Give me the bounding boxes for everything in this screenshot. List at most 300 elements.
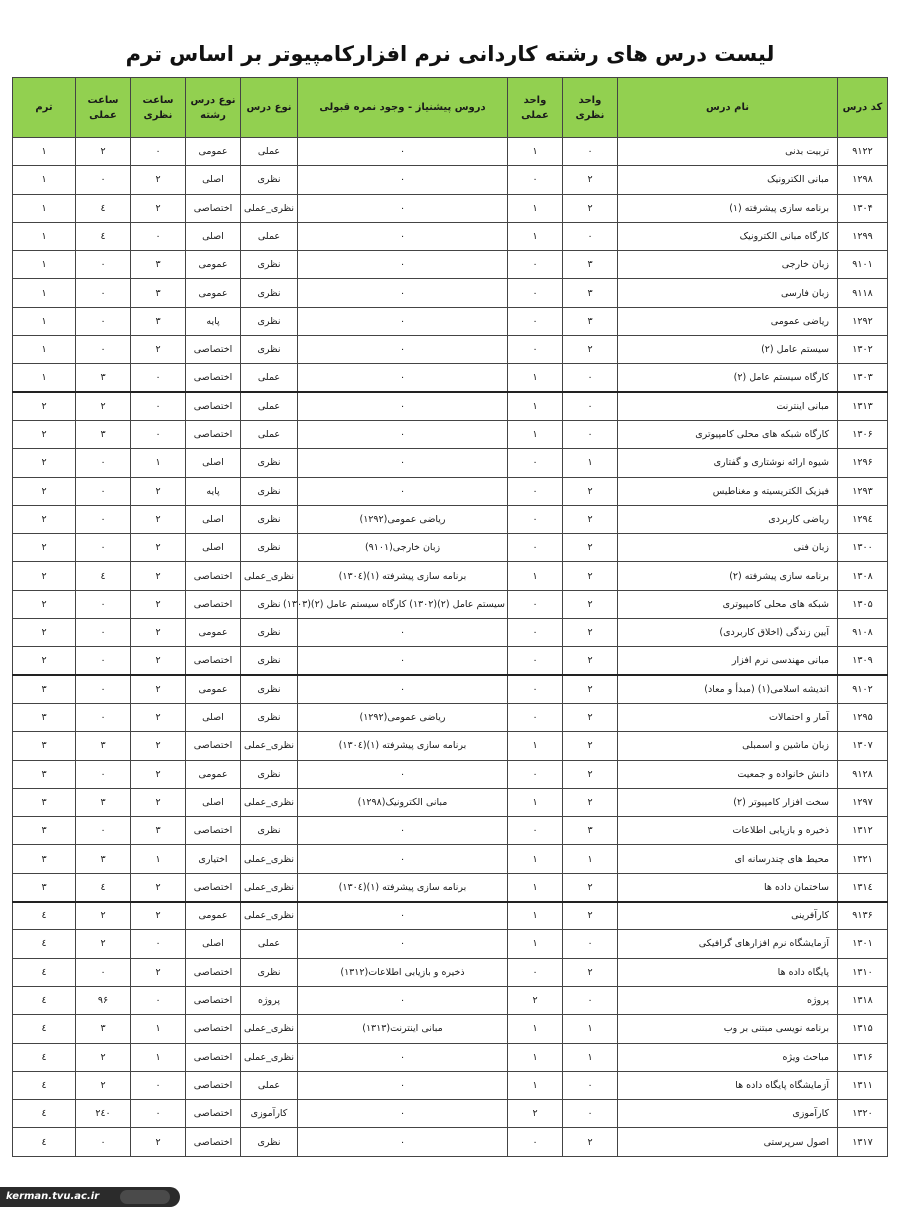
cell-course-name: مبانی اینترنت — [618, 392, 838, 420]
cell-theory-hours: ۲ — [131, 958, 186, 986]
cell-theory-units: ۰ — [563, 986, 618, 1014]
cell-field-type: اختیاری — [186, 845, 241, 873]
cell-semester: ٤ — [13, 958, 76, 986]
cell-practical-hours: ۰ — [76, 534, 131, 562]
cell-prerequisites: ۰ — [298, 986, 508, 1014]
cell-field-type: اصلی — [186, 449, 241, 477]
cell-field-type: عمومی — [186, 675, 241, 703]
cell-prerequisites: ۰ — [298, 307, 508, 335]
cell-practical-units: ۱ — [508, 562, 563, 590]
cell-theory-units: ۲ — [563, 534, 618, 562]
cell-course-type: نظری — [241, 166, 298, 194]
table-row — [13, 251, 888, 279]
cell-field-type: اختصاصی — [186, 817, 241, 845]
footer-site-link[interactable]: kerman.tvu.ac.ir — [6, 1191, 100, 1202]
cell-course-name: مبانی الکترونیک — [618, 166, 838, 194]
cell-course-type: نظری — [241, 619, 298, 647]
cell-course-type: نظری — [241, 590, 298, 618]
cell-prerequisites: برنامه سازی پیشرفته (۱)(۱۳۰٤) — [298, 732, 508, 760]
cell-course-name: سخت افزار کامپیوتر (۲) — [618, 788, 838, 816]
cell-practical-hours: ۰ — [76, 817, 131, 845]
cell-course-code: ۱۲۹۳ — [838, 477, 888, 505]
cell-practical-hours: ٤ — [76, 194, 131, 222]
cell-course-type: عملی — [241, 392, 298, 420]
cell-theory-units: ۲ — [563, 336, 618, 364]
cell-practical-hours: ۰ — [76, 619, 131, 647]
cell-course-name: کارگاه شبکه های محلی کامپیوتری — [618, 420, 838, 448]
column-header-course-code: کد درس — [838, 78, 888, 138]
cell-theory-hours: ۰ — [131, 930, 186, 958]
cell-theory-hours: ۱ — [131, 1015, 186, 1043]
cell-practical-hours: ۲ — [76, 1043, 131, 1071]
cell-practical-hours: ۰ — [76, 958, 131, 986]
cell-theory-units: ۰ — [563, 420, 618, 448]
table-row — [13, 788, 888, 816]
cell-course-type: عملی — [241, 138, 298, 166]
cell-prerequisites: ۰ — [298, 647, 508, 675]
cell-course-type: عملی — [241, 222, 298, 250]
cell-field-type: اختصاصی — [186, 336, 241, 364]
cell-field-type: اختصاصی — [186, 364, 241, 392]
cell-prerequisites: ۰ — [298, 675, 508, 703]
cell-prerequisites: ۰ — [298, 449, 508, 477]
cell-course-code: ۱۳۰۴ — [838, 194, 888, 222]
cell-course-name: شبکه های محلی کامپیوتری — [618, 590, 838, 618]
cell-semester: ۲ — [13, 619, 76, 647]
cell-semester: ۲ — [13, 534, 76, 562]
cell-field-type: اختصاصی — [186, 986, 241, 1014]
cell-prerequisites: ۰ — [298, 845, 508, 873]
cell-field-type: اختصاصی — [186, 1071, 241, 1099]
table-row — [13, 930, 888, 958]
cell-practical-units: ۱ — [508, 1015, 563, 1043]
cell-course-code: ۱۳۰۶ — [838, 420, 888, 448]
cell-practical-units: ۰ — [508, 590, 563, 618]
cell-practical-hours: ۳ — [76, 364, 131, 392]
cell-practical-hours: ۲ — [76, 1071, 131, 1099]
cell-course-type: نظری_عملی — [241, 562, 298, 590]
cell-course-type: نظری — [241, 307, 298, 335]
cell-field-type: اختصاصی — [186, 392, 241, 420]
cell-theory-units: ۳ — [563, 279, 618, 307]
cell-course-type: نظری — [241, 647, 298, 675]
cell-theory-hours: ۰ — [131, 138, 186, 166]
cell-prerequisites: ۰ — [298, 1043, 508, 1071]
column-header-theory-hours: ساعت نظری — [131, 78, 186, 138]
cell-theory-hours: ۲ — [131, 703, 186, 731]
cell-course-code: ۱۲۹۶ — [838, 449, 888, 477]
cell-field-type: اختصاصی — [186, 873, 241, 901]
cell-semester: ۳ — [13, 845, 76, 873]
cell-practical-units: ۰ — [508, 534, 563, 562]
cell-prerequisites: ۰ — [298, 1071, 508, 1099]
cell-course-name: برنامه سازی پیشرفته (۱) — [618, 194, 838, 222]
cell-course-name: برنامه سازی پیشرفته (۲) — [618, 562, 838, 590]
cell-practical-hours: ۰ — [76, 1128, 131, 1156]
cell-practical-units: ۱ — [508, 873, 563, 901]
cell-theory-hours: ۲ — [131, 477, 186, 505]
column-header-course-name: نام درس — [618, 78, 838, 138]
cell-course-code: ۱۲۹۵ — [838, 703, 888, 731]
cell-course-type: نظری — [241, 760, 298, 788]
cell-prerequisites: ۰ — [298, 619, 508, 647]
cell-practical-units: ۱ — [508, 364, 563, 392]
cell-field-type: اختصاصی — [186, 647, 241, 675]
cell-prerequisites: ۰ — [298, 420, 508, 448]
cell-practical-hours: ۳ — [76, 788, 131, 816]
cell-practical-units: ۰ — [508, 505, 563, 533]
cell-practical-units: ۰ — [508, 703, 563, 731]
table-row — [13, 1043, 888, 1071]
cell-practical-units: ۱ — [508, 194, 563, 222]
cell-theory-units: ۰ — [563, 1100, 618, 1128]
cell-theory-units: ۰ — [563, 138, 618, 166]
cell-theory-hours: ۲ — [131, 194, 186, 222]
cell-course-name: تربیت بدنی — [618, 138, 838, 166]
cell-course-code: ۱۳۲۱ — [838, 845, 888, 873]
cell-practical-units: ۰ — [508, 647, 563, 675]
cell-theory-hours: ۲ — [131, 505, 186, 533]
cell-practical-units: ۰ — [508, 251, 563, 279]
cell-course-type: نظری — [241, 449, 298, 477]
cell-course-name: سیستم عامل (۲) — [618, 336, 838, 364]
cell-prerequisites: برنامه سازی پیشرفته (۱)(۱۳۰٤) — [298, 562, 508, 590]
table-row — [13, 703, 888, 731]
cell-course-type: عملی — [241, 930, 298, 958]
cell-course-code: ۱۳۱۲ — [838, 817, 888, 845]
cell-course-code: ۱۳۱۱ — [838, 1071, 888, 1099]
cell-course-name: برنامه نویسی مبتنی بر وب — [618, 1015, 838, 1043]
cell-semester: ۳ — [13, 760, 76, 788]
cell-course-name: ریاضی عمومی — [618, 307, 838, 335]
column-header-field-type: نوع درس رشته — [186, 78, 241, 138]
cell-course-code: ۱۳۲۰ — [838, 1100, 888, 1128]
cell-course-type: نظری — [241, 534, 298, 562]
cell-course-type: عملی — [241, 420, 298, 448]
cell-theory-hours: ۳ — [131, 251, 186, 279]
table-row — [13, 647, 888, 675]
cell-semester: ۳ — [13, 788, 76, 816]
cell-practical-hours: ۰ — [76, 477, 131, 505]
cell-course-code: ۱۳۰۰ — [838, 534, 888, 562]
table-row — [13, 817, 888, 845]
cell-prerequisites: ۰ — [298, 817, 508, 845]
cell-course-name: زبان فنی — [618, 534, 838, 562]
cell-practical-hours: ۰ — [76, 675, 131, 703]
cell-course-code: ۱۳۱۸ — [838, 986, 888, 1014]
cell-theory-hours: ۲ — [131, 675, 186, 703]
cell-theory-units: ۲ — [563, 958, 618, 986]
cell-field-type: پایه — [186, 477, 241, 505]
cell-theory-hours: ۲ — [131, 166, 186, 194]
cell-practical-hours: ۰ — [76, 307, 131, 335]
table-row — [13, 902, 888, 930]
cell-theory-units: ۱ — [563, 1015, 618, 1043]
cell-semester: ۱ — [13, 336, 76, 364]
cell-course-code: ۹۱۱۸ — [838, 279, 888, 307]
table-row — [13, 505, 888, 533]
cell-course-type: نظری — [241, 505, 298, 533]
cell-field-type: پایه — [186, 307, 241, 335]
table-row — [13, 873, 888, 901]
cell-course-type: نظری_عملی — [241, 845, 298, 873]
cell-theory-units: ۲ — [563, 562, 618, 590]
cell-course-type: نظری — [241, 336, 298, 364]
cell-semester: ٤ — [13, 1043, 76, 1071]
cell-theory-hours: ۲ — [131, 619, 186, 647]
table-row — [13, 449, 888, 477]
cell-practical-units: ۱ — [508, 930, 563, 958]
cell-course-type: نظری — [241, 477, 298, 505]
cell-practical-hours: ۳ — [76, 845, 131, 873]
cell-practical-units: ۱ — [508, 420, 563, 448]
cell-theory-hours: ۰ — [131, 222, 186, 250]
cell-practical-hours: ۳ — [76, 732, 131, 760]
cell-theory-hours: ۲ — [131, 873, 186, 901]
cell-field-type: اختصاصی — [186, 1128, 241, 1156]
cell-field-type: اختصاصی — [186, 562, 241, 590]
cell-theory-units: ۳ — [563, 817, 618, 845]
column-header-practical-units: واحد عملی — [508, 78, 563, 138]
cell-practical-units: ۱ — [508, 222, 563, 250]
cell-theory-hours: ۳ — [131, 307, 186, 335]
cell-course-name: اصول سرپرستی — [618, 1128, 838, 1156]
cell-course-name: محیط های چندرسانه ای — [618, 845, 838, 873]
cell-theory-hours: ۲ — [131, 760, 186, 788]
cell-course-code: ۱۳۱۷ — [838, 1128, 888, 1156]
cell-course-code: ۱۳۱٤ — [838, 873, 888, 901]
cell-semester: ۱ — [13, 307, 76, 335]
cell-prerequisites: ۰ — [298, 930, 508, 958]
cell-prerequisites: سیستم عامل (۲)(۱۳۰۲) کارگاه سیستم عامل (۲)(۱۳۰۳) — [298, 590, 508, 618]
table-row — [13, 619, 888, 647]
cell-theory-hours: ۲ — [131, 902, 186, 930]
table-row — [13, 986, 888, 1014]
table-row — [13, 675, 888, 703]
cell-practical-units: ۰ — [508, 336, 563, 364]
cell-theory-units: ۲ — [563, 1128, 618, 1156]
cell-semester: ۳ — [13, 703, 76, 731]
cell-theory-hours: ۰ — [131, 392, 186, 420]
cell-field-type: اختصاصی — [186, 590, 241, 618]
cell-prerequisites: ۰ — [298, 477, 508, 505]
cell-practical-hours: ۹۶ — [76, 986, 131, 1014]
cell-practical-hours: ۰ — [76, 279, 131, 307]
cell-course-code: ۹۱۳۶ — [838, 902, 888, 930]
cell-theory-hours: ۲ — [131, 534, 186, 562]
cell-semester: ۳ — [13, 732, 76, 760]
cell-field-type: اختصاصی — [186, 420, 241, 448]
cell-prerequisites: ۰ — [298, 138, 508, 166]
cell-course-type: نظری_عملی — [241, 1015, 298, 1043]
cell-course-type: نظری — [241, 703, 298, 731]
cell-prerequisites: ۰ — [298, 251, 508, 279]
cell-course-name: آزمایشگاه نرم افزارهای گرافیکی — [618, 930, 838, 958]
cell-course-name: کارگاه مبانی الکترونیک — [618, 222, 838, 250]
table-row — [13, 392, 888, 420]
table-row — [13, 307, 888, 335]
cell-field-type: اختصاصی — [186, 958, 241, 986]
cell-practical-units: ۱ — [508, 788, 563, 816]
cell-prerequisites: برنامه سازی پیشرفته (۱)(۱۳۰٤) — [298, 873, 508, 901]
cell-practical-hours: ۰ — [76, 449, 131, 477]
cell-course-type: نظری_عملی — [241, 1043, 298, 1071]
cell-course-code: ۱۲۹٤ — [838, 505, 888, 533]
cell-course-name: آمار و احتمالات — [618, 703, 838, 731]
column-header-prerequisites: دروس پیشنیاز - وجود نمره قبولی — [298, 78, 508, 138]
cell-practical-units: ۲ — [508, 1100, 563, 1128]
cell-course-name: ساختمان داده ها — [618, 873, 838, 901]
cell-theory-hours: ۲ — [131, 647, 186, 675]
column-header-practical-hours: ساعت عملی — [76, 78, 131, 138]
cell-semester: ۱ — [13, 222, 76, 250]
cell-semester: ۱ — [13, 138, 76, 166]
table-row — [13, 336, 888, 364]
cell-practical-hours: ۰ — [76, 647, 131, 675]
cell-theory-units: ۳ — [563, 307, 618, 335]
cell-semester: ۱ — [13, 194, 76, 222]
table-row — [13, 138, 888, 166]
cell-course-type: عملی — [241, 1071, 298, 1099]
cell-field-type: اصلی — [186, 930, 241, 958]
cell-practical-hours: ۲ — [76, 138, 131, 166]
cell-field-type: اصلی — [186, 166, 241, 194]
cell-field-type: عمومی — [186, 251, 241, 279]
cell-semester: ٤ — [13, 1100, 76, 1128]
cell-course-code: ۱۳۱۵ — [838, 1015, 888, 1043]
cell-prerequisites: ۰ — [298, 194, 508, 222]
cell-semester: ٤ — [13, 1015, 76, 1043]
table-row — [13, 845, 888, 873]
cell-theory-units: ۲ — [563, 477, 618, 505]
table-row — [13, 590, 888, 618]
cell-course-name: ریاضی کاربردی — [618, 505, 838, 533]
cell-course-type: نظری — [241, 675, 298, 703]
cell-practical-hours: ۲ — [76, 392, 131, 420]
table-row — [13, 1128, 888, 1156]
cell-practical-units: ۱ — [508, 138, 563, 166]
cell-course-name: اندیشه اسلامی(۱) (مبدأ و معاد) — [618, 675, 838, 703]
cell-prerequisites: ۰ — [298, 392, 508, 420]
cell-practical-units: ۱ — [508, 732, 563, 760]
cell-theory-hours: ۲ — [131, 562, 186, 590]
page-title: لیست درس های رشته کاردانی نرم افزارکامپیوتر بر اساس ترم — [125, 42, 775, 66]
cell-course-code: ۱۳۱۰ — [838, 958, 888, 986]
cell-practical-hours: ٤ — [76, 222, 131, 250]
cell-prerequisites: ۰ — [298, 222, 508, 250]
cell-prerequisites: ۰ — [298, 166, 508, 194]
cell-course-name: دانش خانواده و جمعیت — [618, 760, 838, 788]
cell-practical-units: ۱ — [508, 902, 563, 930]
cell-theory-hours: ۲ — [131, 590, 186, 618]
cell-theory-hours: ۲ — [131, 1128, 186, 1156]
cell-course-code: ۱۳۰۲ — [838, 336, 888, 364]
cell-semester: ۲ — [13, 392, 76, 420]
cell-semester: ۳ — [13, 817, 76, 845]
cell-course-type: نظری — [241, 251, 298, 279]
cell-course-name: زبان ماشین و اسمبلی — [618, 732, 838, 760]
cell-practical-units: ۰ — [508, 449, 563, 477]
cell-course-type: نظری_عملی — [241, 873, 298, 901]
cell-theory-hours: ۰ — [131, 1071, 186, 1099]
cell-course-type: پروژه — [241, 986, 298, 1014]
cell-course-name: آیین زندگی (اخلاق کاربردی) — [618, 619, 838, 647]
table-body — [13, 138, 888, 1157]
cell-course-type: نظری_عملی — [241, 732, 298, 760]
cell-practical-units: ۱ — [508, 392, 563, 420]
cell-course-type: نظری — [241, 817, 298, 845]
cell-semester: ٤ — [13, 986, 76, 1014]
cell-theory-hours: ۰ — [131, 364, 186, 392]
footer-bar — [0, 1187, 180, 1207]
cell-practical-hours: ۰ — [76, 505, 131, 533]
cell-course-name: شیوه ارائه نوشتاری و گفتاری — [618, 449, 838, 477]
cell-theory-hours: ۰ — [131, 1100, 186, 1128]
cell-theory-units: ۲ — [563, 760, 618, 788]
cell-field-type: اصلی — [186, 788, 241, 816]
cell-course-type: نظری — [241, 958, 298, 986]
cell-course-code: ۱۳۱۳ — [838, 392, 888, 420]
cell-field-type: عمومی — [186, 760, 241, 788]
cell-practical-units: ۰ — [508, 817, 563, 845]
cell-practical-hours: ٤ — [76, 873, 131, 901]
cell-course-code: ۹۱۰۸ — [838, 619, 888, 647]
cell-course-name: ذخیره و بازیابی اطلاعات — [618, 817, 838, 845]
table-row — [13, 194, 888, 222]
cell-practical-hours: ٤ — [76, 562, 131, 590]
cell-practical-units: ۰ — [508, 166, 563, 194]
cell-theory-units: ۲ — [563, 647, 618, 675]
table-row — [13, 166, 888, 194]
cell-practical-hours: ۰ — [76, 166, 131, 194]
cell-theory-units: ۲ — [563, 788, 618, 816]
cell-field-type: عمومی — [186, 279, 241, 307]
cell-semester: ٤ — [13, 930, 76, 958]
cell-course-name: زبان فارسی — [618, 279, 838, 307]
table-row — [13, 1100, 888, 1128]
cell-course-code: ۱۲۹۲ — [838, 307, 888, 335]
table-row — [13, 732, 888, 760]
cell-theory-units: ۰ — [563, 392, 618, 420]
cell-prerequisites: مبانی اینترنت(۱۳۱۳) — [298, 1015, 508, 1043]
cell-course-code: ۱۳۰۱ — [838, 930, 888, 958]
cell-practical-units: ۰ — [508, 958, 563, 986]
cell-course-name: زبان خارجی — [618, 251, 838, 279]
cell-semester: ۱ — [13, 166, 76, 194]
cell-course-name: آزمایشگاه پایگاه داده ها — [618, 1071, 838, 1099]
cell-course-type: نظری — [241, 1128, 298, 1156]
cell-theory-hours: ۰ — [131, 420, 186, 448]
cell-course-name: مباحث ویژه — [618, 1043, 838, 1071]
cell-course-type: عملی — [241, 364, 298, 392]
column-header-course-type: نوع درس — [241, 78, 298, 138]
table-row — [13, 222, 888, 250]
cell-theory-units: ۱ — [563, 449, 618, 477]
cell-field-type: اصلی — [186, 703, 241, 731]
cell-field-type: اصلی — [186, 534, 241, 562]
table-row — [13, 1071, 888, 1099]
cell-practical-units: ۰ — [508, 279, 563, 307]
column-header-semester: ترم — [13, 78, 76, 138]
cell-theory-hours: ۱ — [131, 449, 186, 477]
cell-theory-units: ۲ — [563, 732, 618, 760]
cell-prerequisites: ۰ — [298, 760, 508, 788]
cell-practical-hours: ۰ — [76, 251, 131, 279]
cell-theory-units: ۲ — [563, 675, 618, 703]
cell-theory-units: ۲ — [563, 703, 618, 731]
cell-course-code: ۹۱۰۲ — [838, 675, 888, 703]
cell-theory-units: ۲ — [563, 619, 618, 647]
